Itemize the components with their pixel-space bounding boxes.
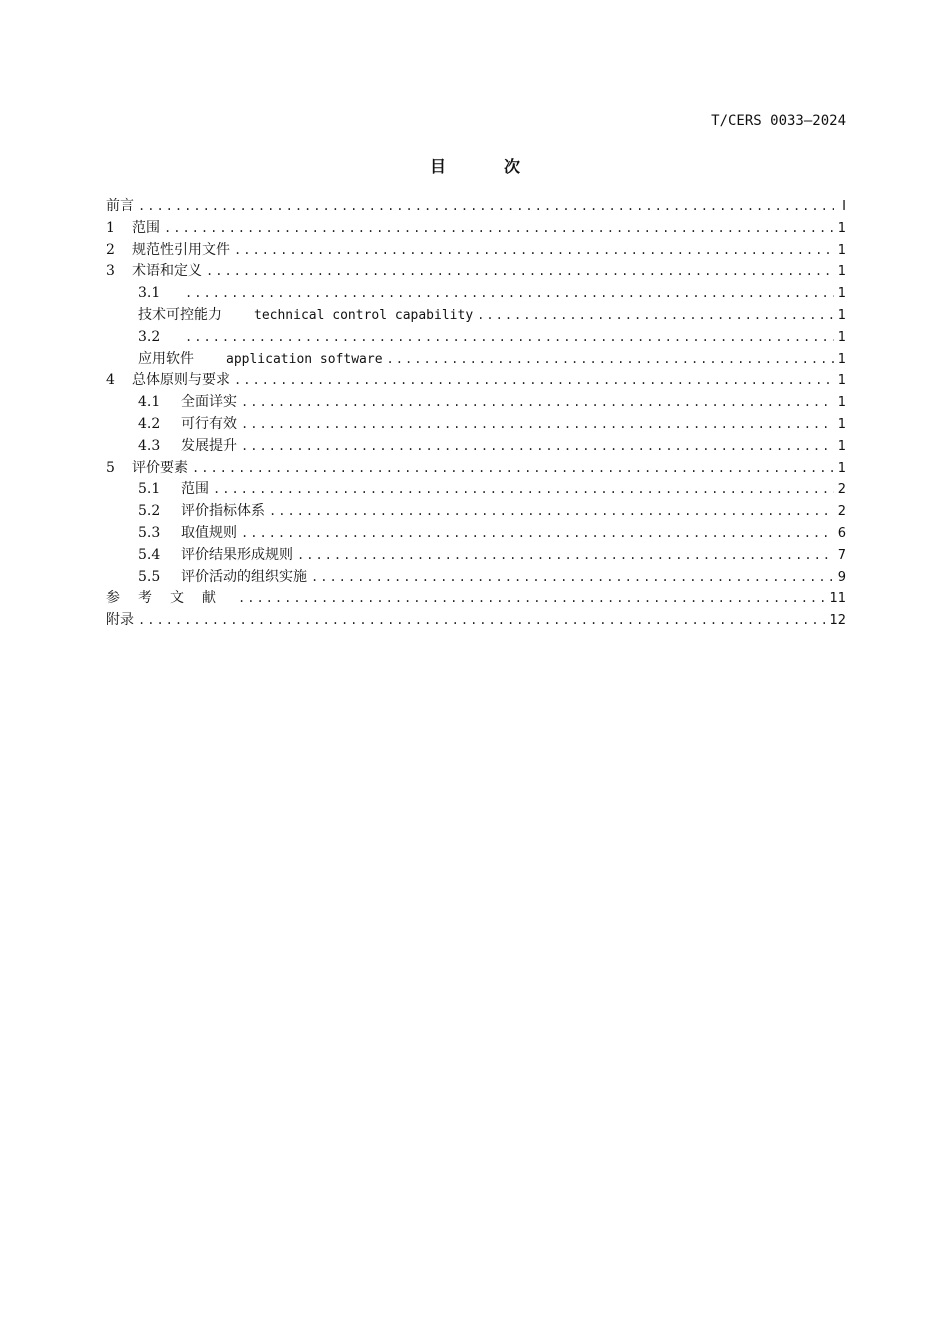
toc-entry[interactable]	[106, 610, 846, 632]
toc-leader-dots	[234, 370, 834, 392]
toc-leader-dots	[477, 305, 834, 327]
toc-entry-page-number: 1	[837, 373, 846, 389]
toc-entry-page-number: 1	[837, 438, 846, 454]
toc-entry-page-number: 1	[837, 264, 846, 280]
toc-entry-page-number: 1	[837, 220, 846, 236]
toc-entry-page-number: 1	[837, 242, 846, 258]
toc-entry-english-term: application software	[226, 351, 383, 367]
toc-leader-dots	[241, 392, 834, 414]
toc-entry[interactable]	[106, 588, 846, 610]
toc-entry-english-term: technical control capability	[254, 307, 474, 323]
toc-entry-label: 可行有效	[181, 415, 237, 432]
toc-entry-label: 评价指标体系	[181, 503, 265, 520]
toc-entry-label: 参考文献	[106, 590, 234, 607]
toc-entry[interactable]	[106, 458, 846, 480]
toc-entry-page-number: 11	[829, 591, 846, 607]
toc-entry[interactable]	[106, 196, 846, 218]
toc-title-char-1: 目	[429, 157, 446, 176]
toc-entry-page-number: 2	[837, 482, 846, 498]
toc-leader-dots	[164, 218, 834, 240]
toc-entry-label: 规范性引用文件	[132, 241, 230, 258]
toc-entry-number: 3.2	[138, 328, 161, 345]
toc-entry-number: 3.1	[138, 285, 161, 302]
toc-leader-dots	[192, 458, 834, 480]
toc-entry-number: 5	[106, 459, 115, 476]
toc-leader-dots	[311, 567, 834, 589]
toc-leader-dots	[238, 588, 825, 610]
toc-leader-dots	[241, 414, 834, 436]
toc-entry-page-number: 9	[837, 569, 846, 585]
toc-leader-dots	[185, 327, 834, 349]
toc-entry-page-number: 7	[837, 547, 846, 563]
toc-entry-number: 1	[106, 219, 115, 236]
toc-entry[interactable]	[106, 283, 846, 305]
toc-entry-number: 4	[106, 372, 115, 389]
toc-entry[interactable]	[106, 305, 846, 327]
toc-entry-label: 范围	[181, 481, 209, 498]
toc-entry[interactable]	[106, 436, 846, 458]
toc-entry[interactable]	[106, 545, 846, 567]
toc-leader-dots	[241, 436, 834, 458]
toc-entry-page-number: 1	[837, 416, 846, 432]
toc-entry[interactable]	[106, 327, 846, 349]
toc-leader-dots	[234, 240, 834, 262]
toc-entry-number: 2	[106, 241, 115, 258]
toc-entry-page-number: 1	[837, 307, 846, 323]
toc-entry-label: 前言	[106, 198, 134, 214]
toc-entry[interactable]	[106, 414, 846, 436]
toc-entry[interactable]	[106, 501, 846, 523]
toc-entry-page-number: 2	[837, 504, 846, 520]
toc-entry-page-number: 1	[837, 460, 846, 476]
toc-entry-number: 5.2	[138, 503, 161, 520]
toc-entry-page-number: 1	[837, 395, 846, 411]
toc-leader-dots	[297, 545, 834, 567]
toc-entry-page-number: 1	[837, 286, 846, 302]
toc-entry-label: 评价要素	[132, 459, 188, 476]
toc-entry-number: 3	[106, 263, 115, 280]
toc-leader-dots	[269, 501, 834, 523]
toc-entry-page-number: 1	[837, 351, 846, 367]
toc-title-char-2: 次	[504, 157, 521, 176]
toc-entry-label: 评价活动的组织实施	[181, 568, 307, 585]
toc-leader-dots	[138, 610, 825, 632]
toc-entry-label: 总体原则与要求	[132, 372, 230, 389]
toc-entry-number: 5.1	[138, 481, 161, 498]
toc-leader-dots	[206, 261, 834, 283]
toc-entry[interactable]	[106, 523, 846, 545]
toc-entry[interactable]	[106, 240, 846, 262]
toc-entry-label: 范围	[132, 219, 160, 236]
toc-entry-label: 附录	[106, 612, 134, 629]
toc-entry-label: 发展提升	[181, 437, 237, 454]
toc-title	[0, 154, 950, 177]
toc-entry-page-number: 12	[829, 613, 846, 629]
toc-entry[interactable]	[106, 261, 846, 283]
toc-entry-page-number: I	[842, 199, 846, 214]
toc-entry-number: 4.1	[138, 394, 161, 411]
toc-entry-number: 4.3	[138, 437, 161, 454]
toc-entry-page-number: 1	[837, 329, 846, 345]
toc-entry-number: 5.3	[138, 524, 161, 541]
toc-leader-dots	[213, 479, 834, 501]
toc-entry[interactable]	[106, 392, 846, 414]
toc-leader-dots	[241, 523, 834, 545]
toc-entry[interactable]	[106, 349, 846, 371]
toc-entry-label: 应用软件	[138, 350, 194, 367]
toc-entry-page-number: 6	[837, 525, 846, 541]
table-of-contents	[106, 196, 846, 632]
toc-entry-label: 评价结果形成规则	[181, 546, 293, 563]
toc-entry[interactable]	[106, 370, 846, 392]
toc-leader-dots	[387, 349, 834, 371]
toc-entry-label: 技术可控能力	[138, 306, 222, 323]
document-code: T/CERS 0033—2024	[711, 113, 846, 129]
toc-entry-label: 取值规则	[181, 524, 237, 541]
toc-leader-dots	[185, 283, 834, 305]
toc-entry-label: 全面详实	[181, 394, 237, 411]
toc-entry-number: 5.4	[138, 546, 161, 563]
toc-entry-label: 术语和定义	[132, 263, 202, 280]
toc-leader-dots	[138, 196, 834, 218]
toc-entry-number: 5.5	[138, 568, 161, 585]
toc-entry[interactable]	[106, 567, 846, 589]
toc-entry[interactable]	[106, 218, 846, 240]
toc-entry[interactable]	[106, 479, 846, 501]
toc-entry-number: 4.2	[138, 415, 161, 432]
